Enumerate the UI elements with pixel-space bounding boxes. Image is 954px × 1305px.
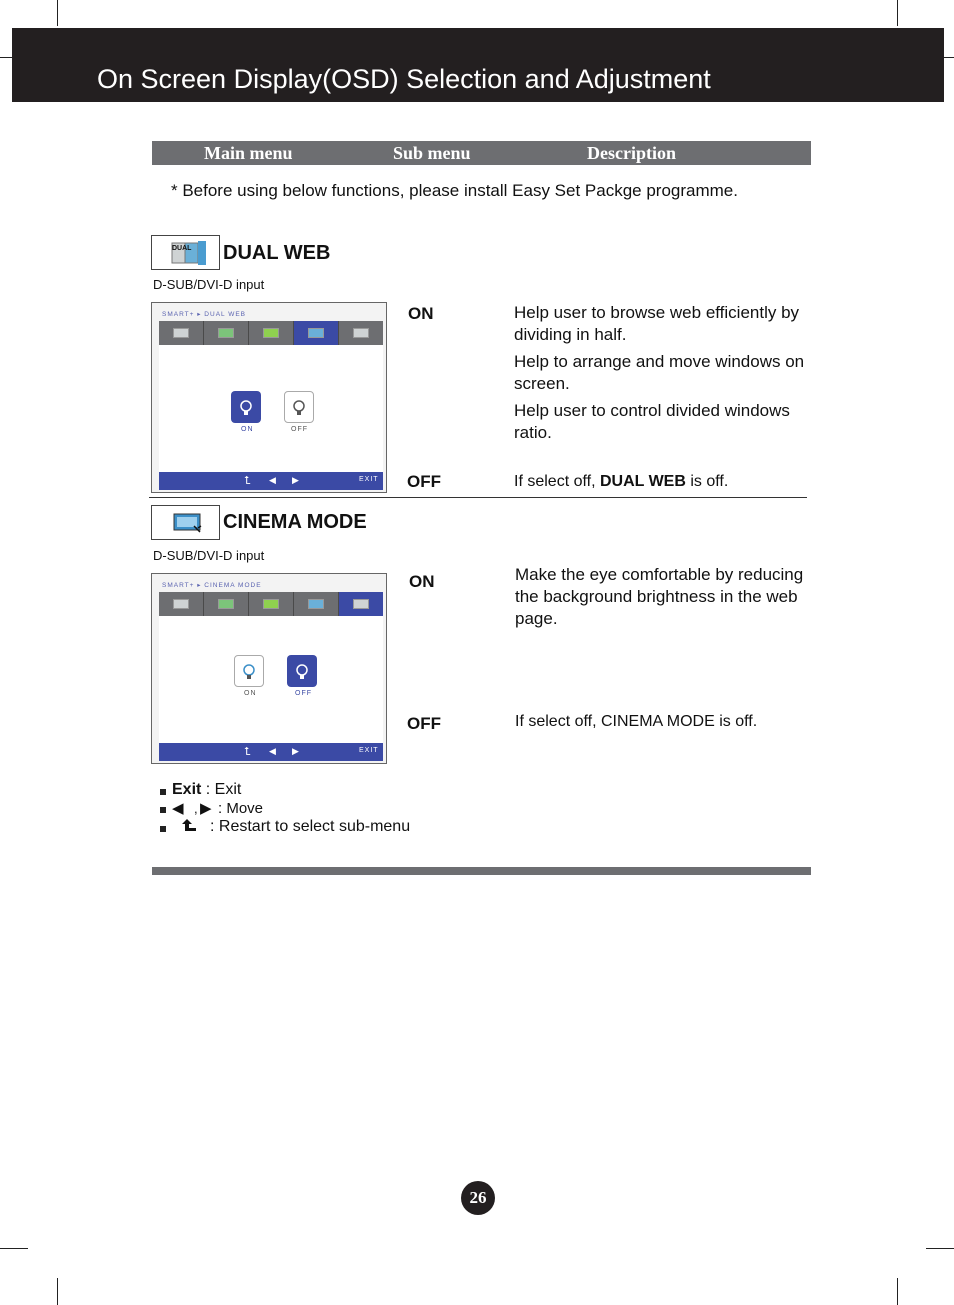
osd-off-label: OFF [295,690,312,697]
bullet [160,807,166,813]
crop-mark [0,57,12,58]
install-note: * Before using below functions, please install Easy Set Packge programme. [171,181,738,200]
legend-exit: Exit : Exit [172,781,242,798]
osd-breadcrumb: SMART+ ▸ CINEMA MODE [162,582,262,589]
osd-restart-icon: ⮤ [244,475,251,487]
cinema-mode-on-label: ON [409,572,435,591]
osd-tab-icon [249,321,294,345]
left-arrow-icon: ◀ [172,800,184,817]
osd-tab-bar [159,592,383,616]
crop-mark [57,0,58,26]
osd-off-option [287,655,317,687]
osd-restart-icon: ⮤ [244,746,251,758]
crop-mark [944,57,954,58]
dual-web-off-label: OFF [407,472,441,491]
page-number: 26 [461,1181,495,1215]
osd-body [159,616,383,743]
dual-web-input-label: D-SUB/DVI-D input [153,277,265,292]
osd-left-arrow-icon: ◀ [269,746,276,756]
bullet [160,826,166,832]
cinema-mode-off-description: If select off, CINEMA MODE is off. [515,713,758,730]
osd-breadcrumb: SMART+ ▸ DUAL WEB [162,311,247,318]
dual-web-icon-text: DUAL [172,245,192,252]
osd-on-option [234,655,264,687]
restart-icon [181,817,197,838]
osd-off-option [284,391,314,423]
crop-mark [926,1248,954,1249]
osd-tab-icon [159,592,204,616]
dual-web-on-description [514,302,810,449]
dual-web-off-description: If select off, DUAL WEB is off. [514,473,729,490]
column-description: Description [587,143,676,163]
cinema-mode-on-description: Make the eye comfortable by reducing the background brightness in the web page. [515,565,804,628]
bullet [160,789,166,795]
column-sub-menu: Sub menu [393,143,471,163]
osd-exit-label: EXIT [359,476,379,483]
osd-off-label: OFF [291,426,308,433]
desc-line: Help user to browse web efficiently by dividing in half. [514,303,800,344]
osd-tab-icon [159,321,204,345]
osd-tab-icon [204,592,249,616]
osd-on-label: ON [244,690,257,697]
osd-tab-dual-web-icon [294,321,339,345]
desc-line: Help user to control divided windows ratio. [514,401,790,442]
legend-move-separator: , [194,801,198,816]
osd-tab-cinema-icon [339,321,383,345]
cinema-mode-icon [151,505,220,540]
desc-line: Help to arrange and move windows on screen. [514,352,805,393]
osd-right-arrow-icon: ▶ [292,746,299,756]
osd-body [159,345,383,472]
osd-on-label: ON [241,426,254,433]
cinema-mode-input-label: D-SUB/DVI-D input [153,548,265,563]
dual-web-osd-screenshot [151,302,387,493]
column-main-menu: Main menu [204,143,293,163]
legend-move: : Move [218,800,264,817]
section-divider [149,497,807,498]
osd-tab-dual-web-icon [294,592,339,616]
crop-mark [897,0,898,26]
cinema-mode-title: CINEMA MODE [223,511,367,533]
dual-web-title: DUAL WEB [223,242,331,264]
legend-restart: : Restart to select sub-menu [210,818,411,835]
osd-right-arrow-icon: ▶ [292,475,299,485]
osd-exit-label: EXIT [359,747,379,754]
right-arrow-icon: ▶ [200,800,212,817]
osd-tab-bar [159,321,383,345]
osd-footer [159,743,383,761]
footer-bar [152,867,811,875]
osd-on-option [231,391,261,423]
osd-tab-icon [249,592,294,616]
cinema-mode-off-label: OFF [407,714,441,733]
osd-tab-icon [204,321,249,345]
cinema-mode-osd-screenshot [151,573,387,764]
crop-mark [897,1278,898,1305]
osd-left-arrow-icon: ◀ [269,475,276,485]
crop-mark [0,1248,28,1249]
dual-web-icon [151,235,220,270]
osd-footer [159,472,383,490]
osd-tab-cinema-icon [339,592,383,616]
dual-web-on-label: ON [408,304,434,323]
crop-mark [57,1278,58,1305]
page-title: On Screen Display(OSD) Selection and Adjustment [97,64,711,94]
